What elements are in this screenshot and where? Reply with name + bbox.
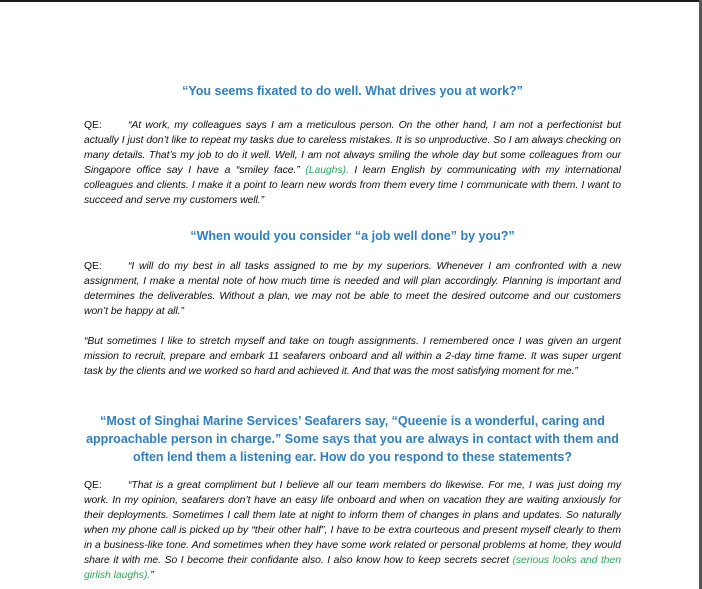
answer-paragraph-1 (84, 118, 621, 208)
speaker-label: QE: (84, 120, 102, 131)
answer-text-continued: ” (150, 570, 154, 581)
answer-text-continued: I learn English by communicating with my international colleagues and clients. I make it a point to learn new words from them every time I communicate with them. I want to succeed and serve my customers well.” (84, 165, 621, 206)
answer-text: “I will do my best in all tasks assigned to me by my superiors. Whenever I am confronted with a new assignment, I make a mental note of how much time is needed and will plan accordingly. Planning is important and determines the deliverables. Without a plan, we may not be able to meet the desired outcome and our customers won’t be happy at all.” (84, 261, 621, 317)
question-heading-1: “You seems fixated to do well. What drives you at work?” (182, 84, 523, 98)
answer-paragraph-4 (84, 478, 621, 583)
speaker-label: QE: (84, 480, 102, 491)
answer-text: “At work, my colleagues says I am a meticulous person. On the other hand, I am not a perfectionist but actually I just don’t like to repeat my tasks due to careless mistakes. It is so unproductive. So I am always checking on many details. That’s my job to do it well. Well, I am not always smiling the whole day but some colleagues from our Singapore office say I have a “smiley face.” (84, 120, 621, 176)
answer-paragraph-3 (84, 334, 621, 379)
answer-text: “That is a great compliment but I believe all our team members do likewise. For me, I was just doing my work. In my opinion, seafarers don’t have an easy life onboard and when on vacation they are waiting anxiously for their deployments. Sometimes I call them late at night to inform them of changes in plans and updates. So naturally when my phone call is picked up by “their other half”, I have to be extra courteous and present myself clearly to them in a business-like tone. And sometimes when they have some work related or personal problems at home, they would share it with me. So I become their confidante also. I also know how to keep secrets secret (84, 480, 621, 566)
stage-note: (serious looks and then girlish laughs). (84, 555, 621, 581)
question-heading-2: “When would you consider “a job well done” by you?” (190, 229, 515, 243)
answer-text: “But sometimes I like to stretch myself and take on tough assignments. I remembered once I was given an urgent mission to recruit, prepare and embark 11 seafarers onboard and all within a 2-day time frame. It was super urgent task by the clients and we worked so hard and achieved it. And that was the most satisfying moment for me.” (84, 336, 621, 377)
stage-note: (Laughs). (305, 165, 349, 176)
speaker-label: QE: (84, 261, 102, 272)
answer-paragraph-2 (84, 259, 621, 319)
page-top-border (0, 0, 702, 2)
question-heading-3: “Most of Singhai Marine Services’ Seafarers say, “Queenie is a wonderful, caring and approachable person in charge.” Some says that you are always in contact with them and often lend them a listening ear. How do you respond to these statements? (86, 414, 619, 464)
